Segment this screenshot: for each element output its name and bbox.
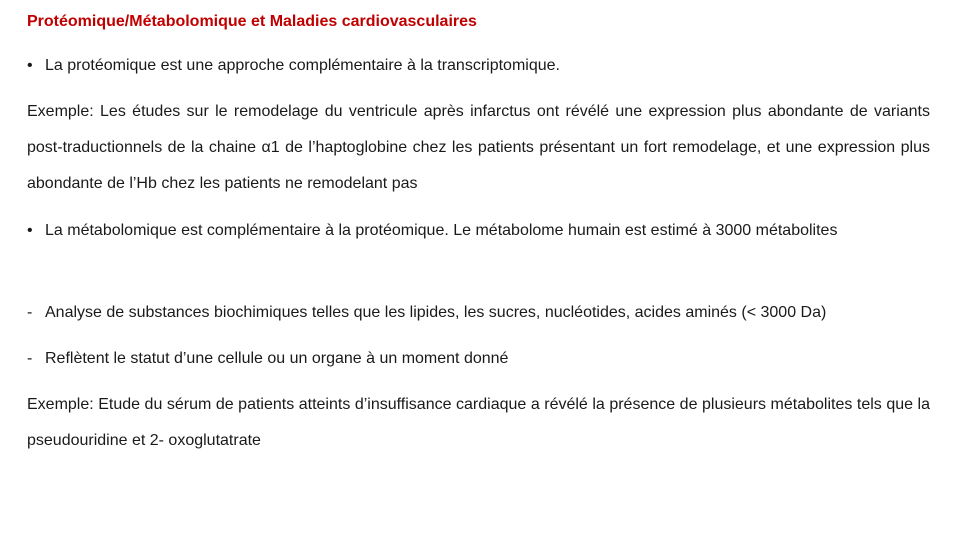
slide-title: Protéomique/Métabolomique et Maladies cardiovasculaires <box>27 13 477 30</box>
bullet-marker: • <box>27 57 33 74</box>
dash-item-statut <box>27 341 930 377</box>
dash-marker: - <box>27 350 33 367</box>
bullet-metabolomique-text: La métabolomique est complémentaire à la protéomique. Le métabolome humain est estimé à 3000 métabolites <box>45 222 838 239</box>
example-proteomique: Exemple: Les études sur le remodelage du ventricule après infarctus ont révélé une expression plus abondante de variants post-traductionnels de la chaine α1 de l’haptoglobine chez les patients présentant un fort remodelage, et une expression plus abondante de l’Hb chez les patients ne remodelant pas <box>27 103 930 192</box>
dash-item-statut-text: Reflètent le statut d’une cellule ou un organe à un moment donné <box>45 350 509 367</box>
bullet-metabolomique <box>27 213 930 249</box>
dash-item-analyse <box>27 295 930 331</box>
bullet-proteomique-text: La protéomique est une approche complémentaire à la transcriptomique. <box>45 57 560 74</box>
dash-marker: - <box>27 304 33 321</box>
bullet-proteomique <box>27 48 930 84</box>
bullet-marker: • <box>27 222 33 239</box>
dash-item-analyse-text: Analyse de substances biochimiques telles que les lipides, les sucres, nucléotides, acides aminés (< 3000 Da) <box>45 304 827 321</box>
example-metabolomique: Exemple: Etude du sérum de patients atteints d’insuffisance cardiaque a révélé la présence de plusieurs métabolites tels que la pseudouridine et 2- oxoglutatrate <box>27 396 930 449</box>
